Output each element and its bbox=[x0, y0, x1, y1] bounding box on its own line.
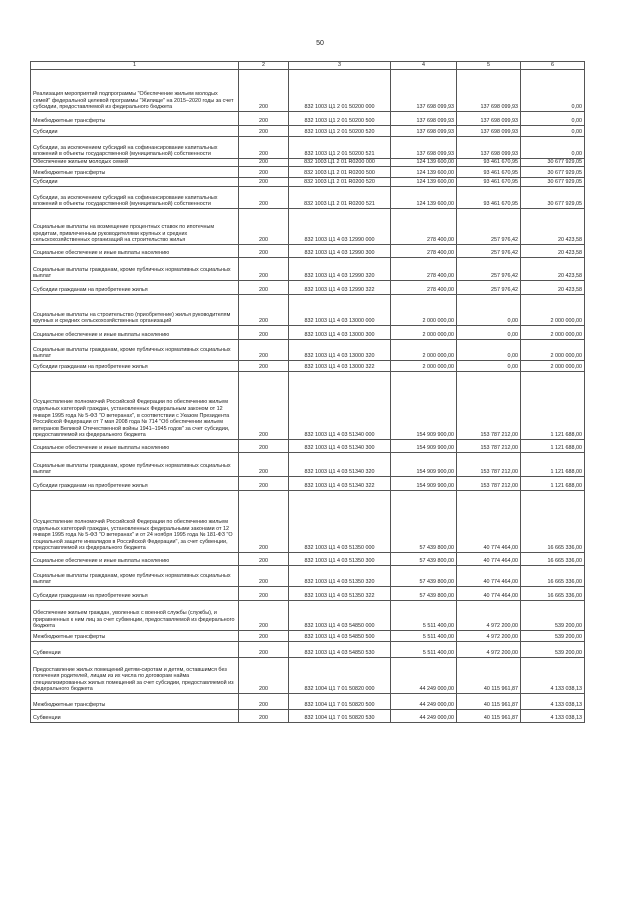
row-planned-cell: 124 139 600,00 bbox=[391, 178, 457, 187]
row-planned-cell: 278 400,00 bbox=[391, 281, 457, 295]
row-executed-cell: 153 787 212,00 bbox=[457, 440, 521, 453]
row-code-cell: 200 bbox=[239, 601, 289, 631]
row-remainder-cell: 539 200,00 bbox=[521, 642, 585, 658]
row-executed-cell: 137 698 099,93 bbox=[457, 112, 521, 126]
row-code-cell: 200 bbox=[239, 372, 289, 440]
row-name-cell: Реализация мероприятий подпрограммы "Обеспечение жильем молодых семей" федеральной целевой программы "Жилище" на 2015–2020 годы за счет субсидии, предоставляемой из федерального бюджета bbox=[31, 70, 239, 112]
row-executed-cell: 153 787 212,00 bbox=[457, 477, 521, 491]
row-name-cell: Предоставление жилых помещений детям-сиротам и детям, оставшимся без попечения родителей, лицам из их числа по договорам найма специализированных жилых помещений за счет субсидии, предоставляемой из федерального бюджета bbox=[31, 658, 239, 694]
header-col-5: 5 bbox=[457, 62, 521, 70]
row-code-cell: 200 bbox=[239, 167, 289, 178]
row-name-cell: Межбюджетные трансферты bbox=[31, 167, 239, 178]
table-row bbox=[31, 70, 585, 112]
row-code-cell: 200 bbox=[239, 295, 289, 326]
row-executed-cell: 0,00 bbox=[457, 361, 521, 372]
table-row bbox=[31, 491, 585, 553]
page-number: 50 bbox=[316, 40, 324, 47]
row-classifier-cell: 832 1003 Ц1 2 01 R0200 500 bbox=[289, 167, 391, 178]
header-row bbox=[31, 62, 585, 70]
row-classifier-cell: 832 1003 Ц1 4 03 51350 000 bbox=[289, 491, 391, 553]
row-remainder-cell: 0,00 bbox=[521, 126, 585, 137]
row-planned-cell: 57 439 800,00 bbox=[391, 587, 457, 601]
row-planned-cell: 137 698 099,93 bbox=[391, 137, 457, 159]
row-remainder-cell: 30 677 929,05 bbox=[521, 159, 585, 167]
row-remainder-cell: 1 121 688,00 bbox=[521, 477, 585, 491]
row-remainder-cell: 20 423,58 bbox=[521, 209, 585, 245]
row-planned-cell: 137 698 099,93 bbox=[391, 70, 457, 112]
row-executed-cell: 0,00 bbox=[457, 326, 521, 340]
row-classifier-cell: 832 1003 Ц1 4 03 54850 000 bbox=[289, 601, 391, 631]
row-executed-cell: 0,00 bbox=[457, 340, 521, 361]
table-row bbox=[31, 295, 585, 326]
table-row bbox=[31, 361, 585, 372]
row-code-cell: 200 bbox=[239, 631, 289, 642]
row-planned-cell: 278 400,00 bbox=[391, 245, 457, 258]
row-code-cell: 200 bbox=[239, 658, 289, 694]
row-planned-cell: 124 139 600,00 bbox=[391, 159, 457, 167]
row-remainder-cell: 20 423,58 bbox=[521, 258, 585, 281]
row-code-cell: 200 bbox=[239, 137, 289, 159]
row-remainder-cell: 2 000 000,00 bbox=[521, 340, 585, 361]
row-remainder-cell: 539 200,00 bbox=[521, 631, 585, 642]
row-name-cell: Социальные выплаты гражданам, кроме публичных нормативных социальных выплат bbox=[31, 340, 239, 361]
row-executed-cell: 137 698 099,93 bbox=[457, 126, 521, 137]
row-code-cell: 200 bbox=[239, 178, 289, 187]
row-name-cell: Социальное обеспечение и иные выплаты населению bbox=[31, 440, 239, 453]
row-code-cell: 200 bbox=[239, 70, 289, 112]
row-executed-cell: 40 115 961,87 bbox=[457, 658, 521, 694]
row-remainder-cell: 1 121 688,00 bbox=[521, 440, 585, 453]
row-remainder-cell: 0,00 bbox=[521, 112, 585, 126]
row-code-cell: 200 bbox=[239, 245, 289, 258]
row-planned-cell: 5 511 400,00 bbox=[391, 601, 457, 631]
row-name-cell: Субсидии гражданам на приобретение жилья bbox=[31, 587, 239, 601]
row-executed-cell: 40 115 961,87 bbox=[457, 710, 521, 723]
row-planned-cell: 57 439 800,00 bbox=[391, 491, 457, 553]
row-executed-cell: 153 787 212,00 bbox=[457, 453, 521, 477]
row-remainder-cell: 16 665 336,00 bbox=[521, 491, 585, 553]
row-name-cell: Межбюджетные трансферты bbox=[31, 631, 239, 642]
row-executed-cell: 93 461 670,95 bbox=[457, 159, 521, 167]
row-code-cell: 200 bbox=[239, 281, 289, 295]
row-remainder-cell: 2 000 000,00 bbox=[521, 326, 585, 340]
row-name-cell: Социальные выплаты гражданам, кроме публичных нормативных социальных выплат bbox=[31, 566, 239, 587]
row-classifier-cell: 832 1003 Ц1 2 01 R0200 000 bbox=[289, 159, 391, 167]
row-classifier-cell: 832 1003 Ц1 2 01 R0200 520 bbox=[289, 178, 391, 187]
table-row bbox=[31, 178, 585, 187]
row-remainder-cell: 16 665 336,00 bbox=[521, 553, 585, 566]
header-col-1: 1 bbox=[31, 62, 239, 70]
row-name-cell: Социальное обеспечение и иные выплаты населению bbox=[31, 245, 239, 258]
row-executed-cell: 4 972 200,00 bbox=[457, 601, 521, 631]
row-classifier-cell: 832 1004 Ц1 7 01 50820 000 bbox=[289, 658, 391, 694]
row-remainder-cell: 0,00 bbox=[521, 70, 585, 112]
table-row bbox=[31, 642, 585, 658]
row-code-cell: 200 bbox=[239, 340, 289, 361]
table-row bbox=[31, 477, 585, 491]
row-name-cell: Субвенции bbox=[31, 642, 239, 658]
row-code-cell: 200 bbox=[239, 694, 289, 710]
row-planned-cell: 5 511 400,00 bbox=[391, 631, 457, 642]
row-name-cell: Социальное обеспечение и иные выплаты населению bbox=[31, 553, 239, 566]
row-executed-cell: 257 976,42 bbox=[457, 209, 521, 245]
row-classifier-cell: 832 1003 Ц1 4 03 12990 322 bbox=[289, 281, 391, 295]
row-classifier-cell: 832 1003 Ц1 4 03 54850 530 bbox=[289, 642, 391, 658]
header-col-3: 3 bbox=[289, 62, 391, 70]
row-remainder-cell: 0,00 bbox=[521, 137, 585, 159]
row-code-cell: 200 bbox=[239, 326, 289, 340]
row-code-cell: 200 bbox=[239, 553, 289, 566]
row-planned-cell: 57 439 800,00 bbox=[391, 553, 457, 566]
row-classifier-cell: 832 1003 Ц1 4 03 13000 000 bbox=[289, 295, 391, 326]
row-classifier-cell: 832 1003 Ц1 2 01 50200 520 bbox=[289, 126, 391, 137]
row-classifier-cell: 832 1003 Ц1 4 03 51340 300 bbox=[289, 440, 391, 453]
row-code-cell: 200 bbox=[239, 209, 289, 245]
row-classifier-cell: 832 1003 Ц1 4 03 51340 000 bbox=[289, 372, 391, 440]
row-code-cell: 200 bbox=[239, 126, 289, 137]
row-planned-cell: 154 909 900,00 bbox=[391, 477, 457, 491]
row-classifier-cell: 832 1003 Ц1 2 01 R0200 521 bbox=[289, 187, 391, 209]
row-remainder-cell: 16 665 336,00 bbox=[521, 566, 585, 587]
row-name-cell: Социальные выплаты гражданам, кроме публичных нормативных социальных выплат bbox=[31, 453, 239, 477]
row-code-cell: 200 bbox=[239, 587, 289, 601]
row-remainder-cell: 30 677 929,05 bbox=[521, 178, 585, 187]
row-classifier-cell: 832 1003 Ц1 2 01 50200 521 bbox=[289, 137, 391, 159]
row-executed-cell: 40 774 464,00 bbox=[457, 566, 521, 587]
row-planned-cell: 124 139 600,00 bbox=[391, 187, 457, 209]
row-classifier-cell: 832 1004 Ц1 7 01 50820 530 bbox=[289, 710, 391, 723]
row-executed-cell: 40 774 464,00 bbox=[457, 491, 521, 553]
table-row bbox=[31, 245, 585, 258]
table-row bbox=[31, 631, 585, 642]
row-classifier-cell: 832 1003 Ц1 4 03 51340 322 bbox=[289, 477, 391, 491]
table-row bbox=[31, 137, 585, 159]
row-planned-cell: 124 139 600,00 bbox=[391, 167, 457, 178]
row-executed-cell: 93 461 670,95 bbox=[457, 167, 521, 178]
budget-table bbox=[30, 61, 585, 723]
row-name-cell: Обеспечение жильем граждан, уволенных с военной службы (службы), и приравненных к ним лиц за счет субвенции, предоставляемой из федерального бюджета bbox=[31, 601, 239, 631]
table-row bbox=[31, 187, 585, 209]
row-planned-cell: 57 439 800,00 bbox=[391, 566, 457, 587]
row-name-cell: Субсидии гражданам на приобретение жилья bbox=[31, 477, 239, 491]
table-row bbox=[31, 372, 585, 440]
row-remainder-cell: 2 000 000,00 bbox=[521, 361, 585, 372]
row-code-cell: 200 bbox=[239, 453, 289, 477]
table-row bbox=[31, 658, 585, 694]
row-remainder-cell: 4 133 038,13 bbox=[521, 710, 585, 723]
row-name-cell: Обеспечение жильем молодых семей bbox=[31, 159, 239, 167]
row-executed-cell: 40 774 464,00 bbox=[457, 587, 521, 601]
row-planned-cell: 137 698 099,93 bbox=[391, 112, 457, 126]
row-planned-cell: 278 400,00 bbox=[391, 209, 457, 245]
table-row bbox=[31, 453, 585, 477]
header-col-4: 4 bbox=[391, 62, 457, 70]
row-code-cell: 200 bbox=[239, 258, 289, 281]
row-remainder-cell: 1 121 688,00 bbox=[521, 453, 585, 477]
row-planned-cell: 44 249 000,00 bbox=[391, 658, 457, 694]
table-row bbox=[31, 340, 585, 361]
row-remainder-cell: 4 133 038,13 bbox=[521, 694, 585, 710]
row-planned-cell: 154 909 900,00 bbox=[391, 453, 457, 477]
table-row bbox=[31, 601, 585, 631]
row-executed-cell: 4 972 200,00 bbox=[457, 631, 521, 642]
row-classifier-cell: 832 1003 Ц1 4 03 13000 320 bbox=[289, 340, 391, 361]
row-code-cell: 200 bbox=[239, 491, 289, 553]
row-name-cell: Осуществление полномочий Российской Федерации по обеспечению жильем отдельных категорий граждан, установленных федеральными законами от 12 января 1995 года № 5-ФЗ "О ветеранах" и от 24 ноября 1995 года № 181-ФЗ "О социальной защите инвалидов в Российской Федерации", за счет субвенции, предоставляемой из федерального бюджета bbox=[31, 491, 239, 553]
table-row bbox=[31, 112, 585, 126]
row-classifier-cell: 832 1003 Ц1 4 03 54850 500 bbox=[289, 631, 391, 642]
header-col-6: 6 bbox=[521, 62, 585, 70]
row-name-cell: Межбюджетные трансферты bbox=[31, 112, 239, 126]
row-planned-cell: 2 000 000,00 bbox=[391, 361, 457, 372]
row-code-cell: 200 bbox=[239, 187, 289, 209]
row-executed-cell: 40 115 961,87 bbox=[457, 694, 521, 710]
row-name-cell: Субсидии гражданам на приобретение жилья bbox=[31, 281, 239, 295]
row-executed-cell: 93 461 670,95 bbox=[457, 178, 521, 187]
row-remainder-cell: 30 677 929,05 bbox=[521, 167, 585, 178]
table-row bbox=[31, 440, 585, 453]
row-classifier-cell: 832 1004 Ц1 7 01 50820 500 bbox=[289, 694, 391, 710]
row-code-cell: 200 bbox=[239, 159, 289, 167]
row-remainder-cell: 30 677 929,05 bbox=[521, 187, 585, 209]
table-row bbox=[31, 326, 585, 340]
row-name-cell: Социальные выплаты гражданам, кроме публичных нормативных социальных выплат bbox=[31, 258, 239, 281]
row-name-cell: Межбюджетные трансферты bbox=[31, 694, 239, 710]
row-executed-cell: 257 976,42 bbox=[457, 245, 521, 258]
table-row bbox=[31, 159, 585, 167]
row-planned-cell: 2 000 000,00 bbox=[391, 340, 457, 361]
table-row bbox=[31, 553, 585, 566]
row-classifier-cell: 832 1003 Ц1 4 03 51350 300 bbox=[289, 553, 391, 566]
row-planned-cell: 2 000 000,00 bbox=[391, 326, 457, 340]
row-name-cell: Социальное обеспечение и иные выплаты населению bbox=[31, 326, 239, 340]
row-name-cell: Субсидии bbox=[31, 126, 239, 137]
row-planned-cell: 278 400,00 bbox=[391, 258, 457, 281]
row-executed-cell: 93 461 670,95 bbox=[457, 187, 521, 209]
table-row bbox=[31, 258, 585, 281]
row-code-cell: 200 bbox=[239, 566, 289, 587]
row-code-cell: 200 bbox=[239, 642, 289, 658]
row-classifier-cell: 832 1003 Ц1 4 03 51350 320 bbox=[289, 566, 391, 587]
row-classifier-cell: 832 1003 Ц1 4 03 12990 320 bbox=[289, 258, 391, 281]
row-code-cell: 200 bbox=[239, 112, 289, 126]
row-executed-cell: 257 976,42 bbox=[457, 281, 521, 295]
row-remainder-cell: 4 133 038,13 bbox=[521, 658, 585, 694]
row-remainder-cell: 16 665 336,00 bbox=[521, 587, 585, 601]
row-code-cell: 200 bbox=[239, 361, 289, 372]
row-remainder-cell: 20 423,58 bbox=[521, 281, 585, 295]
table-row bbox=[31, 710, 585, 723]
row-remainder-cell: 2 000 000,00 bbox=[521, 295, 585, 326]
row-name-cell: Субсидии, за исключением субсидий на софинансирование капитальных вложений в объекты государственной (муниципальной) собственности bbox=[31, 187, 239, 209]
row-executed-cell: 40 774 464,00 bbox=[457, 553, 521, 566]
row-name-cell: Субсидии гражданам на приобретение жилья bbox=[31, 361, 239, 372]
row-classifier-cell: 832 1003 Ц1 2 01 50200 000 bbox=[289, 70, 391, 112]
row-executed-cell: 0,00 bbox=[457, 295, 521, 326]
row-executed-cell: 257 976,42 bbox=[457, 258, 521, 281]
row-classifier-cell: 832 1003 Ц1 4 03 12990 000 bbox=[289, 209, 391, 245]
row-name-cell: Субсидии bbox=[31, 178, 239, 187]
row-name-cell: Социальные выплаты на строительство (приобретение) жилья руководителям крупных и средних сельскохозяйственных организаций bbox=[31, 295, 239, 326]
row-remainder-cell: 20 423,58 bbox=[521, 245, 585, 258]
row-planned-cell: 154 909 900,00 bbox=[391, 372, 457, 440]
row-classifier-cell: 832 1003 Ц1 4 03 51350 322 bbox=[289, 587, 391, 601]
row-classifier-cell: 832 1003 Ц1 2 01 50200 500 bbox=[289, 112, 391, 126]
row-code-cell: 200 bbox=[239, 710, 289, 723]
table-row bbox=[31, 587, 585, 601]
row-planned-cell: 137 698 099,93 bbox=[391, 126, 457, 137]
row-planned-cell: 2 000 000,00 bbox=[391, 295, 457, 326]
row-name-cell: Субвенции bbox=[31, 710, 239, 723]
row-planned-cell: 44 249 000,00 bbox=[391, 694, 457, 710]
row-remainder-cell: 1 121 688,00 bbox=[521, 372, 585, 440]
row-name-cell: Социальные выплаты на возмещение процентных ставок по ипотечным кредитам, привлеченным руководителями крупных и средних сельскохозяйственных организаций на строительство жилья bbox=[31, 209, 239, 245]
row-planned-cell: 154 909 900,00 bbox=[391, 440, 457, 453]
table-row bbox=[31, 126, 585, 137]
row-classifier-cell: 832 1003 Ц1 4 03 13000 300 bbox=[289, 326, 391, 340]
row-code-cell: 200 bbox=[239, 477, 289, 491]
row-executed-cell: 4 972 200,00 bbox=[457, 642, 521, 658]
row-classifier-cell: 832 1003 Ц1 4 03 51340 320 bbox=[289, 453, 391, 477]
row-planned-cell: 5 511 400,00 bbox=[391, 642, 457, 658]
row-planned-cell: 44 249 000,00 bbox=[391, 710, 457, 723]
row-executed-cell: 137 698 099,93 bbox=[457, 70, 521, 112]
row-name-cell: Субсидии, за исключением субсидий на софинансирование капитальных вложений в объекты государственной (муниципальной) собственности bbox=[31, 137, 239, 159]
row-code-cell: 200 bbox=[239, 440, 289, 453]
row-name-cell: Осуществление полномочий Российской Федерации по обеспечению жильем отдельных категорий граждан, установленных Федеральным законом от 12 января 1995 года № 5-ФЗ "О ветеранах", в соответствии с Указом Президента Российской Федерации от 7 мая 2008 года № 714 "Об обеспечении жильем ветеранов Великой Отечественной войны 1941–1945 годов" за счет субсидии, предоставляемой из федерального бюджета bbox=[31, 372, 239, 440]
table-row bbox=[31, 209, 585, 245]
table-row bbox=[31, 281, 585, 295]
table-row bbox=[31, 167, 585, 178]
header-col-2: 2 bbox=[239, 62, 289, 70]
table-row bbox=[31, 566, 585, 587]
table-row bbox=[31, 694, 585, 710]
row-executed-cell: 153 787 212,00 bbox=[457, 372, 521, 440]
row-executed-cell: 137 698 099,93 bbox=[457, 137, 521, 159]
row-classifier-cell: 832 1003 Ц1 4 03 13000 322 bbox=[289, 361, 391, 372]
row-remainder-cell: 539 200,00 bbox=[521, 601, 585, 631]
row-classifier-cell: 832 1003 Ц1 4 03 12990 300 bbox=[289, 245, 391, 258]
